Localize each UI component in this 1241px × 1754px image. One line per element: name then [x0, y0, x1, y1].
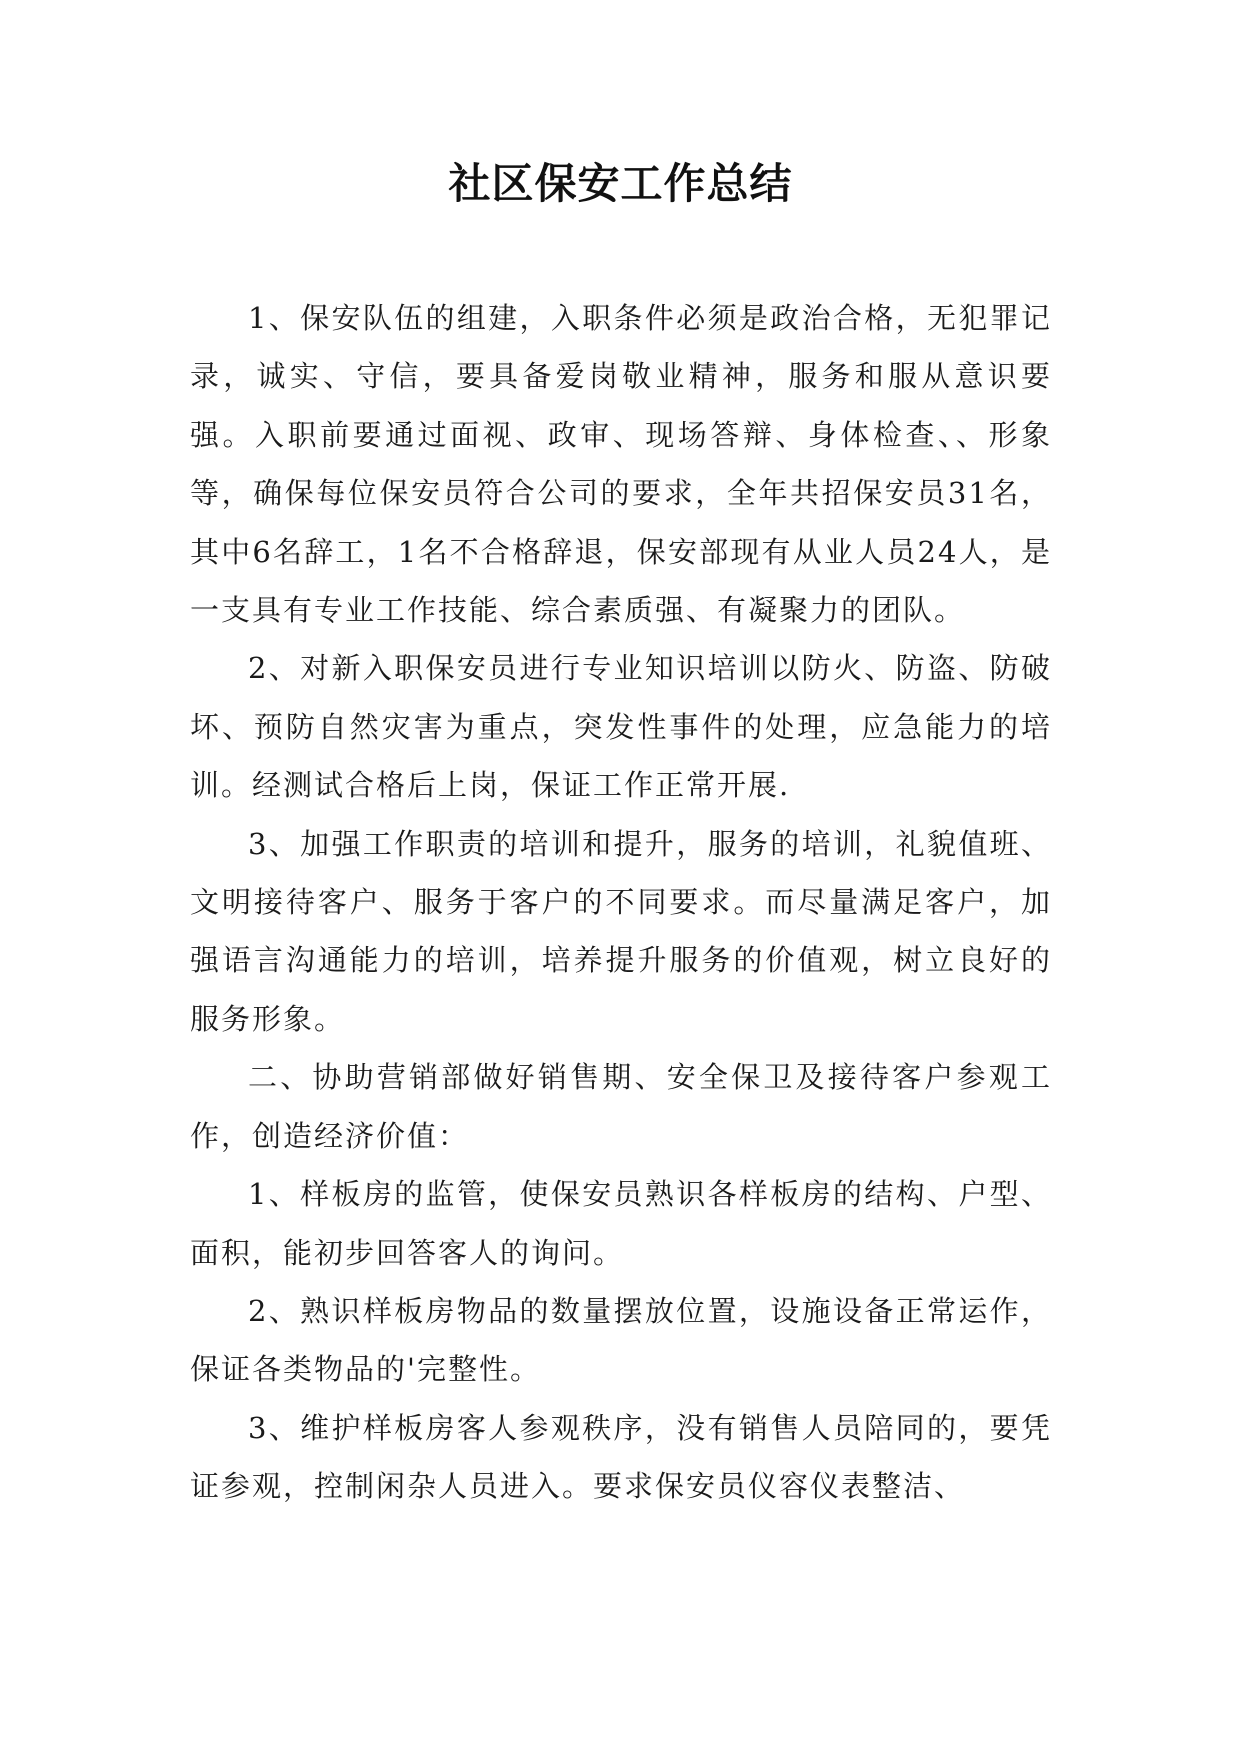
- paragraph-showroom-items: 2、熟识样板房物品的数量摆放位置，设施设备正常运作，保证各类物品的'完整性。: [190, 1293, 1052, 1387]
- paragraph-visit-order: 3、维护样板房客人参观秩序，没有销售人员陪同的，要凭证参观，控制闲杂人员进入。要求保安员仪容仪表整洁、: [190, 1410, 1052, 1504]
- document-body: [190, 289, 1052, 1516]
- paragraph-duty-training: 3、加强工作职责的培训和提升，服务的培训，礼貌值班、文明接待客户、服务于客户的不同要求。而尽量满足客户，加强语言沟通能力的培训，培养提升服务的价值观，树立良好的服务形象。: [190, 826, 1052, 1036]
- paragraph-showroom-supervision: 1、样板房的监管，使保安员熟识各样板房的结构、户型、面积，能初步回答客人的询问。: [190, 1177, 1052, 1270]
- paragraph-section-two-heading: 二、协助营销部做好销售期、安全保卫及接待客户参观工作，创造经济价值：: [190, 1060, 1052, 1153]
- paragraph-recruitment: 1、保安队伍的组建，入职条件必须是政治合格，无犯罪记录，诚实、守信，要具备爱岗敬业精神，服务和服从意识要强。入职前要通过面视、政审、现场答辩、身体检查、、形象等，确保每位保安员符合公司的要求，全年共招保安员31名，其中6名辞工，1名不合格辞退，保安部现有从业人员24人，是一支具有专业工作技能、综合素质强、有凝聚力的团队。: [190, 301, 1052, 628]
- paragraph-training: 2、对新入职保安员进行专业知识培训以防火、防盗、防破坏、预防自然灾害为重点，突发性事件的处理，应急能力的培训。经测试合格后上岗，保证工作正常开展.: [190, 651, 1052, 803]
- document-title: 社区保安工作总结: [448, 159, 793, 208]
